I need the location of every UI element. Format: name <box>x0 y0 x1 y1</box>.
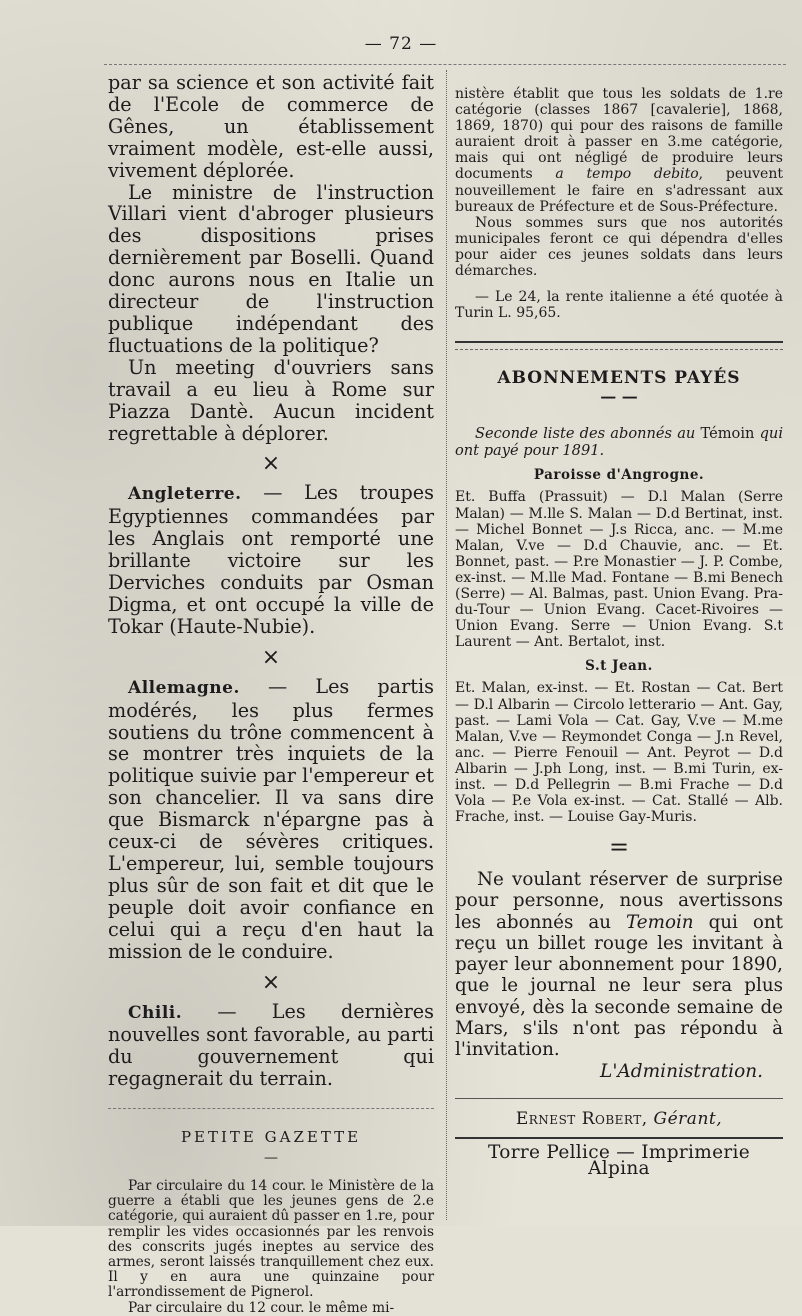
left-column <box>108 72 434 1316</box>
paragraph-genes: par sa science et son activité fait de l'Ecole de commerce de Gênes, un établissement vraiment modèle, est-elle aussi, vivement déplorée. <box>108 71 434 182</box>
liste-italic-2: qui ont payé pour 1891. <box>455 425 783 459</box>
gerant-title: Gérant, <box>647 1109 723 1130</box>
section-separator: × <box>261 644 281 670</box>
page-number: — 72 — <box>364 34 438 54</box>
liste-italic-1: Seconde liste des abonnés au <box>475 425 701 443</box>
abonnements-dashes: — — <box>600 387 638 407</box>
paragraph-meeting: Un meeting d'ouvriers sans travail a eu lieu à Rome sur Piazza Dantè. Aucun incident regrettable à déplorer. <box>108 355 434 445</box>
gazette-dash: — <box>264 1150 278 1167</box>
administration-signature: L'Administration. <box>600 1061 763 1083</box>
abonnes-angrogne: Et. Buffa (Prassuit) — D.l Malan (Serre Malan) — M.lle S. Malan — D.d Bertinat, inst. — Michel Bonnet — J.s Ricca, anc. — M.me Malan, V.ve — D.d Chauvie, anc. — Et. Bonnet, past. — P.re Monastier — J. P. Combe, ex-inst. — M.lle Mad. Fontane — B.mi Benech (Serre) — Al. Balmas, past. Union Evang. Pra-du-Tour — Union Evang. Cacet-Rivoires — Union Evang. Serre — Union Evang. S.t Laurent — Ant. Bertalot, inst. <box>455 489 783 651</box>
imprimerie-line: Torre Pellice — Imprimerie Alpina <box>488 1142 750 1180</box>
cont-end: , peuvent nouveillement le faire en s'adressant aux bureaux de Préfecture et de Sous-Préfecture. <box>455 166 783 215</box>
notice-temoin: Temoin <box>626 911 694 933</box>
news-text-chili: — Les dernières nouvelles sont favorable, au parti du gouvernement qui regagnerait du terrain. <box>108 999 434 1091</box>
gazette-title: PETITE GAZETTE <box>180 1128 362 1147</box>
spacer <box>455 279 783 289</box>
column-divider <box>446 70 447 1220</box>
section-separator: × <box>261 451 281 477</box>
gerant-name: Ernest Robert, <box>515 1109 648 1130</box>
paroisse-angrogne-heading: Paroisse d'Angrogne. <box>533 467 705 484</box>
gerant-rule <box>455 1098 783 1099</box>
abonnes-stjean: Et. Malan, ex-inst. — Et. Rostan — Cat. Bert — D.l Albarin — Circolo letterario — Ant. Gay, past. — Lami Vola — Cat. Gay, V.ve — M.me Malan, V.ve — Reymondet Conga — J.n Revel, anc. — Pierre Fenouil — Ant. Peyrot — D.d Albarin — J.ph Long, inst. — B.mi Turin, ex-inst. — D.d Pellegrin — B.mi Frache — D.d Vola — P.e Vola ex-inst. — Cat. Stallé — Alb. Frache, inst. — Louise Gay-Muris. <box>455 680 783 826</box>
news-angleterre <box>108 482 434 637</box>
news-text-angleterre: — Les troupes Egyptiennes commandées par les Anglais ont remporté une brillante victoire sur les Derviches conduits par Osman Digma, et ont occupé la ville de Tokar (Haute-Nubie). <box>108 481 434 638</box>
cont-italic: a tempo debito <box>555 166 699 183</box>
gazette-paragraph-2: Par circulaire du 12 cour. le même mi- <box>128 1299 395 1316</box>
news-head-chili: Chili. <box>128 1002 183 1023</box>
paragraph-ministere-cont <box>455 86 783 215</box>
abonnements-rule-thin <box>455 349 783 350</box>
notice-text-1: Ne voulant réserver de surprise pour personne, nous avertissons les abonnés au <box>455 869 783 933</box>
paragraph-rente: — Le 24, la rente italienne a été quotée à Turin L. 95,65. <box>455 289 783 322</box>
right-column <box>455 86 784 1180</box>
notice-text-2: qui ont reçu un billet rouge les invitant à payer leur abonnement pour 1890, que le journal ne leur sera plus envoyé, dès la seconde semaine de Mars, s'ils n'ont pas répondu à l'invitation. <box>455 911 784 1060</box>
liste-temoin: Témoin <box>700 425 755 443</box>
paroisse-stjean-heading: S.t Jean. <box>585 658 653 675</box>
abonnements-rule <box>455 341 783 343</box>
paragraph-autorites: Nous sommes surs que nos autorités municipales feront ce qui dépendra d'elles pour aider ces jeunes soldats dans leurs démarches. <box>455 214 783 280</box>
news-text-allemagne: — Les partis modérés, les plus fermes soutiens du trône commencent à se montrer très inquiets de la politique suivie par l'empereur et son chancelier. Il va sans dire que Bismarck n'épargne pas à ceux-ci de sévères critiques. L'empereur, lui, semble toujours plus sûr de son fait et dit que le peuple doit avoir confiance en celui qui a reçu d'en haut la mission de le conduire. <box>108 674 434 963</box>
news-head-angleterre: Angleterre. <box>128 484 242 505</box>
news-head-allemagne: Allemagne. <box>128 677 240 698</box>
liste-heading <box>455 426 783 459</box>
separator-equals: = <box>608 833 630 862</box>
gazette-paragraph-1: Par circulaire du 14 cour. le Ministère de la guerre a établi que les jeunes gens de 2.e catégorie, qui auraient dû passer en 1.re, pour remplir les vides occasionnés par les renvois des conscrits jugés ineptes au service des armes, seront laissés tranquillement chez eux. Il y en aura une quinzaine pour l'arrondissement de Pignerol. <box>108 1178 434 1301</box>
news-allemagne <box>108 676 434 963</box>
header-rule <box>104 64 786 65</box>
gerant-line <box>455 1109 783 1130</box>
paragraph-villari: Le ministre de l'instruction Villari vient d'abroger plusieurs des dispositions prises dernièrement par Boselli. Quand donc aurons nous en Italie un directeur de l'instruction publique indépendant des fluctuations de la politique? <box>108 180 434 357</box>
gazette-rule <box>108 1108 434 1109</box>
abonnements-title: ABONNEMENTS PAYÉS <box>497 368 741 389</box>
imprimerie-rule <box>455 1137 783 1139</box>
section-separator: × <box>261 969 281 995</box>
news-chili <box>108 1001 434 1091</box>
cont-text: nistère établit que tous les soldats de 1.re catégorie (classes 1867 [cavalerie], 1868, 1869, 1870) qui pour des raisons de famille auraient droit à passer en 3.me catégorie, mais qui ont négligé de produire leurs documents <box>455 86 783 183</box>
notice-paragraph <box>455 869 783 1060</box>
